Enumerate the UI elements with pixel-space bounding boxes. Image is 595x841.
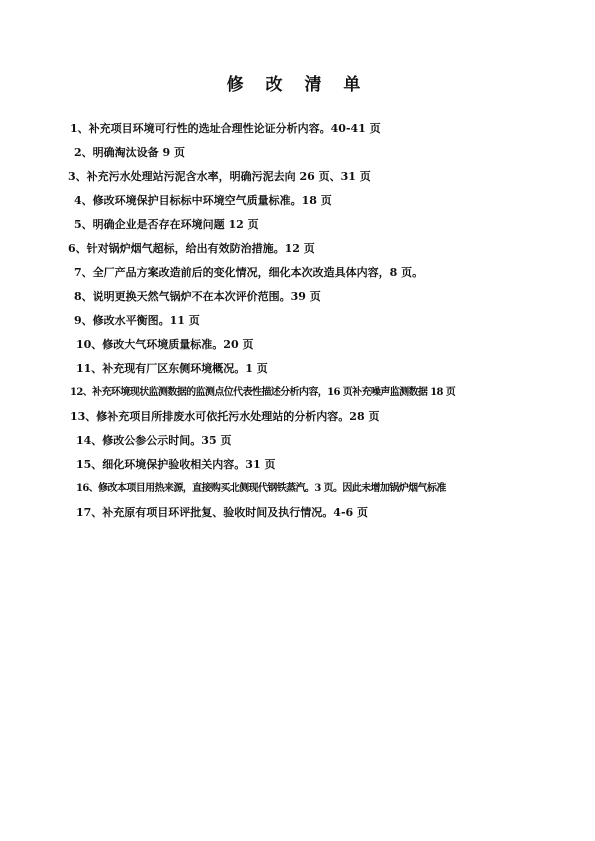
list-item: 7、全厂产品方案改造前后的变化情况，细化本次改造具体内容，8 页。 [74, 266, 424, 279]
list-item: 3、补充污水处理站污泥含水率，明确污泥去向 26 页、31 页 [68, 170, 371, 183]
list-item: 1、补充项目环境可行性的选址合理性论证分析内容。40-41 页 [70, 122, 381, 135]
list-item: 4、修改环境保护目标标中环境空气质量标准。18 页 [74, 194, 332, 207]
page-title: 修 改 清 单 [226, 75, 369, 95]
list-item: 13、修补充项目所排废水可依托污水处理站的分析内容。28 页 [70, 410, 380, 423]
list-item: 8、说明更换天然气锅炉不在本次评价范围。39 页 [74, 290, 321, 303]
list-item: 15、细化环境保护验收相关内容。31 页 [76, 458, 276, 471]
list-item: 6、针对锅炉烟气超标，给出有效防治措施。12 页 [68, 242, 315, 255]
list-item: 12、补充环境现状监测数据的监测点位代表性描述分析内容，16 页补充噪声监测数据 18 页 [70, 387, 456, 398]
list-item: 2、明确淘汰设备 9 页 [74, 146, 185, 159]
list-item: 16、修改本项目用热来源，直接购买北侧现代钢铁蒸汽。3 页。因此未增加锅炉烟气标准 [76, 483, 446, 494]
list-item: 5、明确企业是否存在环境问题 12 页 [74, 218, 259, 231]
list-item: 9、修改水平衡图。11 页 [74, 314, 200, 327]
list-item: 11、补充现有厂区东侧环境概况。1 页 [76, 362, 268, 375]
list-item: 14、修改公参公示时间。35 页 [76, 434, 232, 447]
list-item: 10、修改大气环境质量标准。20 页 [76, 338, 254, 351]
list-item: 17、补充原有项目环评批复、验收时间及执行情况。4-6 页 [76, 506, 369, 519]
